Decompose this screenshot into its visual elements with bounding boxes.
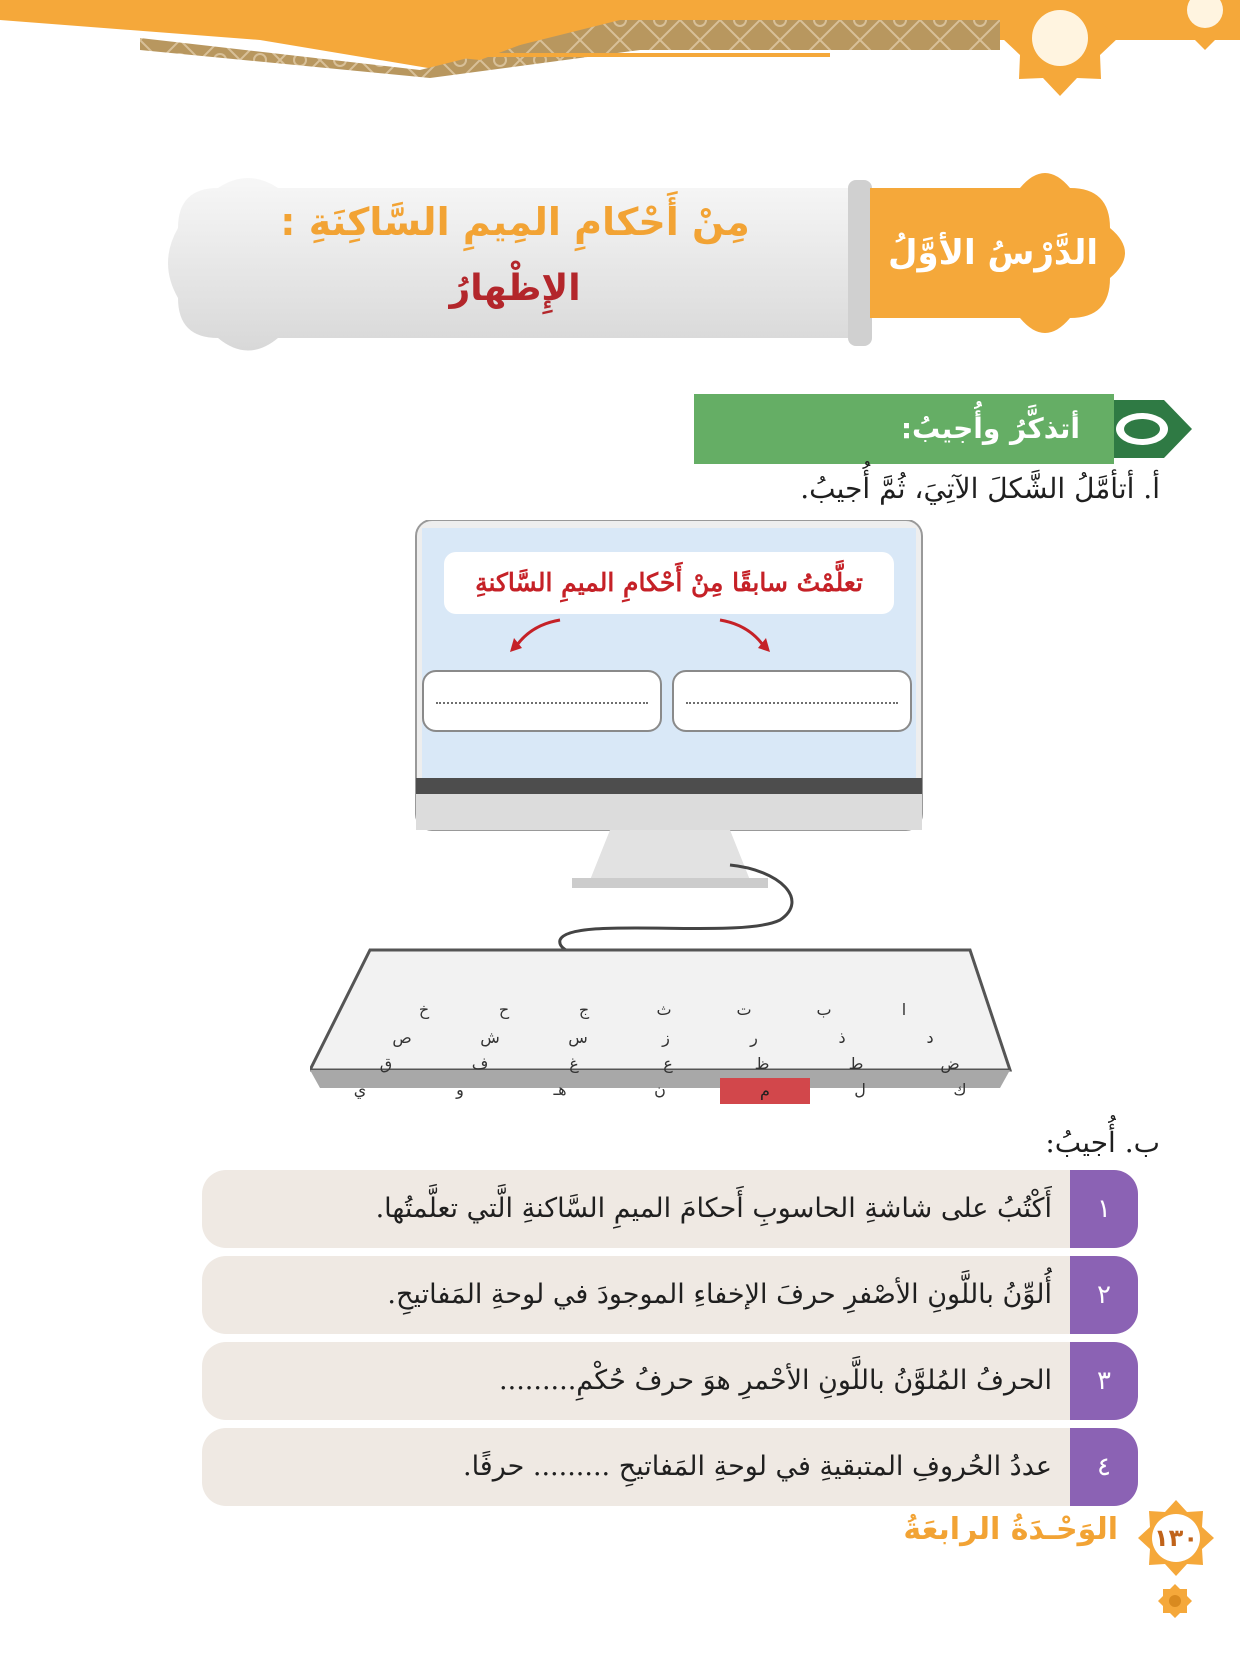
question-text: أُلوِّنُ باللَّونِ الأصْفرِ حرفَ الإخفاءِ الموجودَ في لوحةِ المَفاتيحِ. (387, 1279, 1052, 1310)
key[interactable]: ب (816, 1000, 832, 1019)
leaf-ornament-icon (1116, 413, 1168, 445)
instruction-a: أ. أتأمَّلُ الشَّكلَ الآتِيَ، ثُمَّ أُجيبُ. (800, 472, 1160, 505)
question-row-4 (202, 1428, 1138, 1506)
question-row-3 (202, 1342, 1138, 1420)
key[interactable]: ا (901, 1000, 907, 1019)
question-number: ٤ (1070, 1428, 1138, 1506)
key[interactable]: ح (498, 1000, 510, 1019)
key[interactable]: ن (654, 1080, 666, 1099)
key[interactable]: ع (663, 1054, 673, 1073)
question-number: ٢ (1070, 1256, 1138, 1334)
keyboard-row-1 (384, 1000, 944, 1022)
key[interactable]: س (568, 1028, 588, 1047)
key[interactable]: هـ (553, 1080, 567, 1099)
screen-banner-text: تعلَّمْتُ سابقًا مِنْ أَحْكامِ الميمِ السَّاكنةِ (475, 568, 863, 597)
answer-box-right[interactable] (672, 670, 912, 732)
key[interactable]: خ (418, 1000, 430, 1019)
question-number: ٣ (1070, 1342, 1138, 1420)
question-row-2 (202, 1256, 1138, 1334)
question-text: أَكْتُبُ على شاشةِ الحاسوبِ أَحكامَ الميمِ السَّاكنةِ الَّتي تعلَّمتُها. (375, 1193, 1052, 1224)
key[interactable]: ي (353, 1080, 367, 1099)
lesson-subtitle: الإِظْهارُ (449, 268, 581, 309)
key[interactable]: ف (471, 1054, 489, 1073)
key[interactable]: ض (940, 1054, 960, 1073)
keyboard (300, 990, 1020, 1110)
key[interactable]: ر (750, 1028, 758, 1047)
key[interactable]: ت (736, 1000, 752, 1019)
keyboard-row-3 (340, 1054, 990, 1076)
key[interactable]: ش (480, 1028, 500, 1047)
answer-box-left[interactable] (422, 670, 662, 732)
lesson-title: مِنْ أَحْكامِ المِيمِ السَّاكِنَةِ : (280, 200, 750, 244)
top-decorative-banner (0, 0, 1240, 110)
question-text: عددُ الحُروفِ المتبقيةِ في لوحةِ المَفاتيحِ ......... حرفًا. (463, 1451, 1052, 1482)
key[interactable]: ص (392, 1028, 412, 1047)
key[interactable]: د (926, 1028, 934, 1047)
section-title: أتذكَّرُ وأُجيبُ: (900, 412, 1080, 445)
question-number: ١ (1070, 1170, 1138, 1248)
key[interactable]: ق (379, 1054, 393, 1073)
keyboard-row-2 (360, 1028, 970, 1050)
flower-ornament-icon (1158, 1584, 1192, 1618)
page-number: ١٣٠ (1154, 1524, 1198, 1552)
question-text: الحرفُ المُلوَّنُ باللَّونِ الأحْمرِ هوَ حرفُ حُكْمِ......... (499, 1365, 1052, 1396)
key[interactable]: ك (953, 1080, 967, 1099)
key[interactable]: ج (578, 1000, 590, 1019)
key[interactable]: و (456, 1080, 464, 1099)
instruction-b: ب. أُجيبُ: (1045, 1126, 1160, 1159)
key[interactable]: غ (569, 1054, 579, 1073)
key[interactable]: ظ (754, 1054, 770, 1073)
question-row-1 (202, 1170, 1138, 1248)
key[interactable]: ث (656, 1000, 672, 1019)
key[interactable]: ذ (838, 1028, 846, 1047)
key[interactable]: ط (848, 1054, 864, 1073)
unit-name: الوَحْـدَةُ الرابعَةُ (903, 1512, 1118, 1547)
key-highlighted-meem[interactable]: م (720, 1078, 810, 1104)
lesson-tag: الدَّرْسُ الأوَّلُ (888, 233, 1098, 273)
key[interactable]: ز (662, 1028, 670, 1047)
key[interactable]: ل (854, 1080, 866, 1099)
keyboard-row-4 (320, 1080, 1000, 1106)
